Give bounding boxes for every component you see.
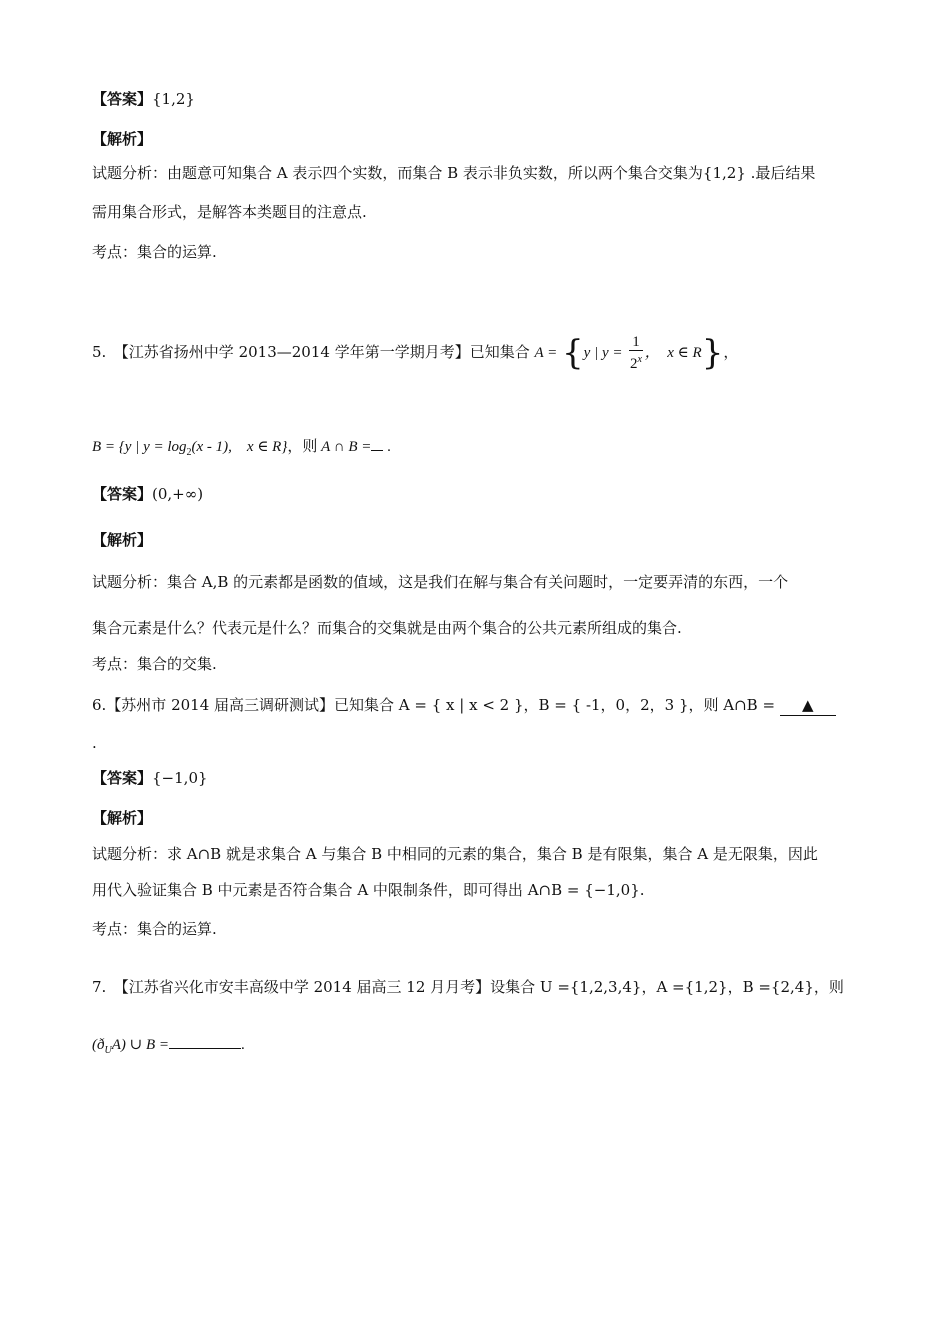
- answer-value: (0,+∞): [152, 485, 204, 503]
- fraction-denominator: [629, 351, 643, 373]
- question-7-end: .: [241, 1037, 245, 1053]
- answer-blank: [371, 442, 383, 451]
- set-b-def: B = {y | y = log: [92, 439, 187, 455]
- analysis-line: 试题分析：集合 A,B 的元素都是函数的值域，这是我们在解与集合有关问题时，一定要弄清的东西，一个: [92, 573, 789, 591]
- answer-line-5: [92, 484, 203, 504]
- analysis-tag: 【解析】: [92, 130, 153, 148]
- question-7: 7. 【江苏省兴化市安丰高级中学 2014 届高三 12 月月考】设集合 U ={1,2,3,4}，A ={1,2}，B ={2,4}，则: [92, 978, 844, 996]
- answer-value: {1,2}: [152, 90, 195, 108]
- analysis-line: 试题分析：由题意可知集合 A 表示四个实数，而集合 B 表示非负实数，所以两个集合交集为{1,2} .最后结果: [92, 164, 816, 182]
- question-5-prefix: 5. 【江苏省扬州中学 2013—2014 学年第一学期月考】已知集合: [92, 343, 530, 361]
- set-b-rest: (x - 1), x ∈ R}: [191, 439, 288, 455]
- analysis-line: 集合元素是什么？代表元是什么？而集合的交集就是由两个集合的公共元素所组成的集合.: [92, 619, 682, 637]
- fraction-exponent: x: [637, 353, 642, 365]
- answer-tag: 【答案】: [92, 485, 153, 503]
- analysis-tag: 【解析】: [92, 531, 153, 549]
- kaodian-line: 考点：集合的运算.: [92, 920, 217, 938]
- fraction-denominator-base: 2: [630, 355, 638, 372]
- log-base: 2: [186, 447, 192, 458]
- answer-tag: 【答案】: [92, 769, 153, 787]
- fraction: [629, 334, 643, 373]
- analysis-line: 用代入验证集合 B 中元素是否符合集合 A 中限制条件，即可得出 A∩B = {−1,0}.: [92, 881, 645, 899]
- question-6-period: .: [92, 734, 97, 752]
- complement-sub: U: [104, 1045, 112, 1056]
- set-a-tail: ， x ∈ R: [644, 345, 702, 361]
- question-6: [92, 695, 836, 716]
- kaodian-line: 考点：集合的交集.: [92, 655, 217, 673]
- question-7-line-2: [92, 1035, 245, 1061]
- analysis-line: 需用集合形式，是解答本类题目的注意点.: [92, 203, 367, 221]
- answer-blank: [169, 1036, 241, 1049]
- question-6-text: 6.【苏州市 2014 届高三调研测试】已知集合 A = { x | x < 2 }，B = { -1，0，2，3 }，则 A∩B =: [92, 696, 776, 714]
- intersection-ask: A ∩ B =: [321, 439, 372, 455]
- analysis-tag: 【解析】: [92, 809, 153, 827]
- union-expr: A) ∪ B =: [111, 1037, 169, 1053]
- kaodian-line: 考点：集合的运算.: [92, 243, 217, 261]
- answer-blank-triangle: ▲: [780, 695, 836, 716]
- fraction-numerator: 1: [629, 334, 643, 351]
- analysis-line: 试题分析：求 A∩B 就是求集合 A 与集合 B 中相同的元素的集合，集合 B 是有限集，集合 A 是无限集，因此: [92, 845, 818, 863]
- right-brace-icon: }: [701, 333, 724, 373]
- left-brace-icon: {: [562, 333, 584, 373]
- ze-text: ，则: [287, 439, 318, 455]
- question-5: 5. 【江苏省扬州中学 2013—2014 学年第一学期月考】已知集合 A = {y | y = $\frac{1}{2^x}$ ， x ∈ R}，: [92, 333, 739, 373]
- question-5-line-2: B = {y | $y = \log_2(x - 1)$, x ∈ R}，则 A ∩ B = .: [92, 439, 391, 458]
- complement-expr: (ð: [92, 1037, 105, 1053]
- answer-value: {−1,0}: [152, 769, 208, 787]
- set-a-lhs: A =: [534, 345, 558, 361]
- answer-tag: 【答案】: [92, 90, 153, 108]
- answer-line-1: [92, 89, 195, 109]
- set-a-var: y | y =: [583, 345, 623, 361]
- answer-line-6: [92, 768, 208, 788]
